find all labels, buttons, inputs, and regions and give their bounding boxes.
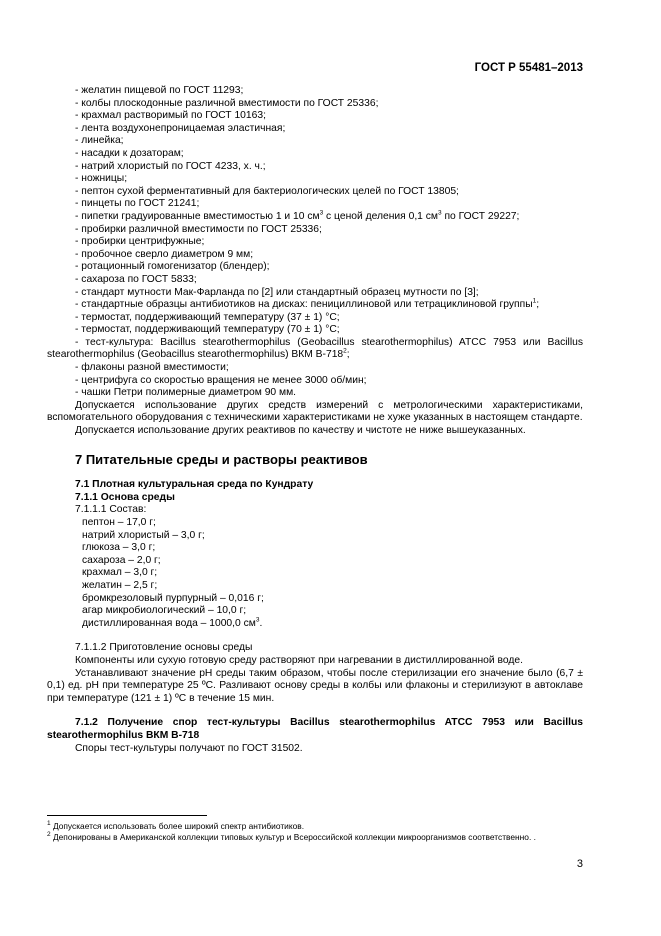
preparation-paragraph-2: Устанавливают значение pH среды таким образом, чтобы после стерилизации его значение было (6,7 ± 0,1) ед. pH при температуре 25 ºС. Разливают основу среды в колбы или флаконы и стерилизуют в автоклаве при температуре (121 ± 1) ºС в течение 15 мин. (47, 667, 583, 704)
list-item: - лента воздухонепроницаемая эластичная; (75, 122, 286, 134)
pipette-text-c: по ГОСТ 29227; (441, 210, 520, 222)
footnote-text: Допускается использовать более широкий спектр антибиотиков. (50, 821, 305, 831)
list-item: - пробирки различной вместимости по ГОСТ 25336; (75, 223, 322, 235)
composition-item: глюкоза – 3,0 г; (82, 542, 156, 554)
section-7-heading: 7 Питательные среды и растворы реактивов (75, 451, 368, 467)
pipette-text-b: с ценой деления 0,1 см (323, 210, 438, 222)
footnote-1 (47, 821, 583, 832)
list-item: - термостат, поддерживающий температуру (37 ± 1) °С; (75, 311, 340, 323)
allowed-instruments-paragraph: Допускается использование других средств измерений с метрологическими характеристиками, вспомогательного оборудования с техническими характеристиками не хуже указанных в настоящем стандарте. (47, 399, 583, 424)
water-text: дистиллированная вода – 1000,0 см (82, 617, 256, 629)
spores-paragraph: Споры тест-культуры получают по ГОСТ 31502. (75, 742, 303, 754)
footnote-mark: 1 (47, 820, 51, 828)
footnotes (47, 821, 583, 842)
allowed-reagents-paragraph: Допускается использование других реактивов по качеству и чистоте не ниже вышеуказанных. (75, 425, 526, 437)
section-7-1-1-1-heading: 7.1.1.1 Состав: (75, 504, 147, 516)
pipette-text-a: - пипетки градуированные вместимостью 1 и 10 см (75, 210, 320, 222)
list-item: - ротационный гомогенизатор (блендер); (75, 261, 270, 273)
list-item: - пептон сухой ферментативный для бактериологических целей по ГОСТ 13805; (75, 185, 459, 197)
list-item: - колбы плоскодонные различной вместимости по ГОСТ 25336; (75, 97, 379, 109)
composition-item: агар микробиологический – 10,0 г; (82, 605, 247, 617)
list-item: - термостат, поддерживающий температуру (70 ± 1) °С; (75, 324, 340, 336)
water-end: . (259, 617, 263, 629)
section-7-1-heading: 7.1 Плотная культуральная среда по Кундрату (75, 479, 314, 491)
pipette-sup-1: 3 (319, 209, 324, 217)
list-item: - желатин пищевой по ГОСТ 11293; (75, 85, 244, 96)
composition-list (47, 517, 583, 630)
page-number: 3 (576, 858, 583, 870)
document-body (47, 85, 583, 755)
preparation-paragraph-1: Компоненты или сухую готовую среду растворяют при нагревании в дистиллированной воде. (75, 654, 523, 666)
list-item: - сахароза по ГОСТ 5833; (75, 273, 197, 285)
composition-item: крахмал – 3,0 г; (82, 567, 158, 579)
section-7-1-1-heading: 7.1.1 Основа среды (75, 491, 175, 503)
list-item: - стандарт мутности Мак-Фарланда по [2] или стандартный образец мутности по [3]; (75, 286, 479, 298)
list-item: - натрий хлористый по ГОСТ 4233, х. ч.; (75, 160, 266, 172)
list-item: - линейка; (75, 135, 124, 147)
equipment-list (47, 85, 583, 400)
composition-item: натрий хлористый – 3,0 г; (82, 529, 205, 541)
composition-item: сахароза – 2,0 г; (82, 554, 161, 566)
test-culture-end: ; (346, 349, 350, 361)
composition-item: бромкрезоловый пурпурный – 0,016 г; (82, 592, 264, 604)
section-7-1-1-2-heading: 7.1.1.2 Приготовление основы среды (75, 642, 253, 654)
list-item: - ножницы; (75, 173, 128, 185)
composition-item: пептон – 17,0 г; (82, 517, 156, 528)
list-item: - центрифуга со скоростью вращения не менее 3000 об/мин; (75, 374, 367, 386)
standard-number: ГОСТ Р 55481–2013 (474, 62, 583, 74)
list-item-test-culture (47, 337, 583, 362)
antibiotic-discs-end: ; (536, 299, 540, 311)
footnote-mark: 2 (47, 830, 51, 838)
list-item: - пробирки центрифужные; (75, 236, 205, 248)
footnote-ref-2: 2 (343, 348, 347, 356)
footnote-2 (47, 832, 583, 843)
list-item: - пинцеты по ГОСТ 21241; (75, 198, 200, 210)
footnote-separator (47, 815, 207, 816)
footnote-text: Депонированы в Американской коллекции типовых культур и Всероссийской коллекции микроорганизмов соответственно. . (50, 831, 536, 842)
composition-item: желатин – 2,5 г; (82, 579, 158, 591)
pipette-sup-2: 3 (438, 209, 442, 217)
footnote-ref-1: 1 (532, 297, 537, 305)
test-culture-text: - тест-культура: Bacillus stearothermophilus (Geobacillus stearothermophilus) ATCC 7953 или Bacillus stearothermophilus (Geobacillus stearothermophilus) ВКМ В-718 (47, 336, 583, 361)
list-item: - крахмал растворимый по ГОСТ 10163; (75, 110, 266, 122)
list-item: - пробочное сверло диаметром 9 мм; (75, 248, 254, 260)
list-item: - чашки Петри полимерные диаметром 90 мм. (75, 387, 297, 399)
antibiotic-discs-text: - стандартные образцы антибиотиков на дисках: пенициллиновой или тетрациклиновой группы (75, 299, 533, 311)
list-item-antibiotic-discs (47, 299, 583, 312)
list-item: - флаконы разной вместимости; (75, 362, 229, 374)
water-sup: 3 (255, 616, 260, 624)
section-7-1-2-heading: 7.1.2 Получение спор тест-культуры Bacillus stearothermophilus ATCC 7953 или Bacillus stearothermophilus ВКМ В-718 (47, 717, 583, 741)
list-item: - насадки к дозаторам; (75, 147, 184, 159)
list-item-pipettes (47, 211, 583, 224)
composition-item-water (47, 618, 583, 631)
